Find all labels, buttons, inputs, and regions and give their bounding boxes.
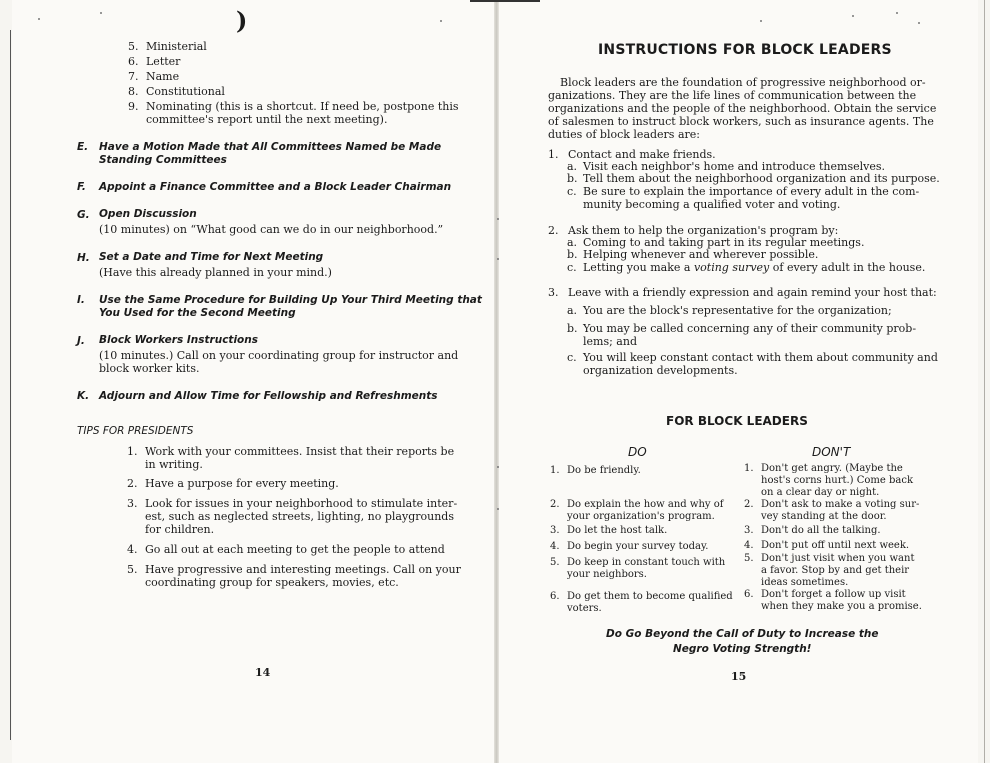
duty-item	[548, 286, 937, 299]
item-number: 8.	[128, 85, 139, 98]
item-number: 3.	[548, 286, 559, 299]
italic-term: voting survey	[693, 261, 770, 274]
section-body: (Have this already planned in your mind.)	[99, 266, 332, 279]
item-text: Tell them about the neighborhood organization and its purpose.	[583, 172, 940, 185]
item-number: 1.	[744, 463, 754, 474]
item-text: Don't ask to make a voting sur-	[761, 499, 920, 510]
scan-speck	[896, 12, 898, 14]
item-text: Don't just visit when you want	[761, 553, 915, 564]
section-heading: You Used for the Second Meeting	[99, 307, 296, 319]
dont-column-title: DON'T	[812, 445, 851, 459]
item-text: your neighbors.	[567, 569, 647, 580]
text-line: ganizations. They are the life lines of communication between the	[548, 89, 917, 102]
item-text: Work with your committees. Insist that their reports be	[145, 445, 455, 458]
item-text: Name	[146, 70, 180, 83]
item-text: Contact and make friends.	[568, 148, 716, 161]
section-k	[77, 390, 438, 403]
item-text: Coming to and taking part in its regular meetings.	[583, 236, 865, 249]
text-line: duties of block leaders are:	[548, 128, 700, 141]
item-text: You are the block's representative for the organization;	[583, 304, 892, 317]
dont-item	[744, 525, 881, 537]
item-number: 6.	[550, 591, 560, 602]
item-text: organization developments.	[583, 364, 738, 377]
item-text: Do get them to become qualified	[567, 591, 733, 602]
section-letter: K.	[77, 390, 90, 402]
bracket-mark: )	[236, 6, 248, 35]
section-j	[77, 334, 459, 375]
section-subtitle: FOR BLOCK LEADERS	[666, 414, 808, 428]
item-number: 1.	[550, 465, 560, 476]
item-text: Helping whenever and wherever possible.	[583, 248, 819, 261]
section-heading: Have a Motion Made that All Committees Named be Made	[99, 141, 442, 153]
item-text: Visit each neighbor's home and introduce themselves.	[583, 160, 885, 173]
item-text: Do explain the how and why of	[567, 499, 724, 510]
scan-speck	[497, 218, 499, 220]
duty-item	[548, 224, 839, 237]
item-text: You may be called concerning any of their community prob-	[583, 322, 917, 335]
item-text: munity becoming a qualified voter and voting.	[583, 198, 841, 211]
sub-item	[567, 261, 926, 274]
list-item	[128, 55, 181, 68]
section-f	[77, 181, 452, 194]
sub-letter: a.	[567, 304, 578, 317]
do-item	[550, 499, 724, 522]
sub-letter: a.	[567, 160, 578, 173]
scan-speck	[440, 20, 442, 22]
item-text: Ask them to help the organization's program by:	[568, 224, 839, 237]
section-body: (10 minutes.) Call on your coordinating group for instructor and	[99, 349, 459, 362]
section-heading: Appoint a Finance Committee and a Block Leader Chairman	[99, 181, 452, 193]
item-text: Don't do all the talking.	[761, 525, 881, 536]
item-number: 1.	[127, 445, 138, 458]
page-number: 15	[731, 670, 747, 683]
sub-letter: b.	[567, 248, 578, 261]
tip-item	[127, 445, 455, 471]
item-text: Letter	[146, 55, 181, 68]
sub-item	[567, 172, 940, 185]
section-letter: E.	[77, 141, 89, 153]
dont-item	[744, 540, 910, 552]
item-text: host's corns hurt.) Come back	[761, 475, 914, 486]
sub-item	[567, 351, 938, 377]
sub-letter: b.	[567, 322, 578, 335]
item-text: Do be friendly.	[567, 465, 641, 476]
tip-item	[127, 543, 445, 556]
item-number: 3.	[127, 497, 138, 510]
item-number: 6.	[744, 589, 754, 600]
item-text: Ministerial	[146, 40, 207, 53]
section-heading: Standing Committees	[99, 154, 227, 166]
section-e	[77, 141, 442, 166]
item-number: 5.	[128, 40, 139, 53]
section-heading: Set a Date and Time for Next Meeting	[99, 251, 324, 263]
section-heading: Block Workers Instructions	[99, 334, 258, 346]
item-text: Have progressive and interesting meetings. Call on your	[145, 563, 461, 576]
intro-paragraph	[548, 76, 937, 141]
closing-line: Negro Voting Strength!	[673, 643, 812, 655]
item-text: Don't forget a follow up visit	[761, 589, 906, 600]
item-number: 4.	[744, 540, 754, 551]
item-text: ideas sometimes.	[761, 577, 849, 588]
list-item	[128, 100, 459, 126]
item-text: Look for issues in your neighborhood to stimulate inter-	[145, 497, 458, 510]
do-item	[550, 557, 726, 580]
page-fold	[494, 0, 499, 763]
item-text: Be sure to explain the importance of every adult in the com-	[583, 185, 920, 198]
closing-line: Do Go Beyond the Call of Duty to Increase the	[606, 628, 879, 640]
item-text: est, such as neglected streets, lighting, no playgrounds	[145, 510, 454, 523]
list-item	[128, 85, 225, 98]
list-item	[128, 40, 207, 53]
item-number: 2.	[744, 499, 754, 510]
left-edge	[10, 30, 11, 740]
item-text: vey standing at the door.	[761, 511, 887, 522]
sub-letter: a.	[567, 236, 578, 249]
section-h	[77, 251, 332, 279]
scan-speck	[497, 258, 499, 260]
tips-title: TIPS FOR PRESIDENTS	[77, 425, 194, 437]
item-number: 3.	[744, 525, 754, 536]
item-text: coordinating group for speakers, movies, etc.	[145, 576, 399, 589]
item-text: Leave with a friendly expression and again remind your host that:	[568, 286, 937, 299]
tip-item	[127, 563, 461, 589]
sub-item	[567, 185, 920, 211]
item-text: your organization's program.	[567, 511, 715, 522]
item-text: in writing.	[145, 458, 203, 471]
sub-letter: c.	[567, 351, 577, 364]
do-item	[550, 465, 641, 477]
section-letter: F.	[77, 181, 86, 193]
section-i	[77, 294, 482, 319]
item-number: 1.	[548, 148, 559, 161]
tip-item	[127, 497, 458, 536]
dont-item	[744, 589, 922, 612]
section-heading: Open Discussion	[99, 208, 197, 220]
section-letter: I.	[77, 294, 85, 306]
scan-speck	[852, 15, 854, 17]
do-item	[550, 525, 668, 537]
scan-speck	[100, 12, 102, 14]
section-g	[77, 208, 444, 236]
section-heading: Use the Same Procedure for Building Up Your Third Meeting that	[99, 294, 482, 306]
item-text: You will keep constant contact with them about community and	[583, 351, 938, 364]
do-column-title: DO	[628, 445, 647, 459]
list-item	[128, 70, 180, 83]
item-number: 4.	[127, 543, 138, 556]
item-number: 4.	[550, 541, 560, 552]
item-number: 5.	[550, 557, 560, 568]
do-item	[550, 591, 733, 614]
sub-letter: c.	[567, 185, 577, 198]
sub-letter: b.	[567, 172, 578, 185]
item-text: Do keep in constant touch with	[567, 557, 726, 568]
section-heading: Adjourn and Allow Time for Fellowship and Refreshments	[99, 390, 438, 402]
section-body: (10 minutes) on “What good can we do in our neighborhood.”	[99, 223, 444, 236]
item-text: Don't put off until next week.	[761, 540, 910, 551]
scan-speck	[497, 508, 499, 510]
item-text: Go all out at each meeting to get the people to attend	[145, 543, 445, 556]
top-mark	[470, 0, 540, 2]
item-number: 7.	[128, 70, 139, 83]
text-line: Block leaders are the foundation of progressive neighborhood or-	[560, 76, 926, 89]
sub-item	[567, 248, 819, 261]
item-text: Have a purpose for every meeting.	[145, 477, 339, 490]
scan-speck	[918, 22, 920, 24]
right-edge	[984, 0, 985, 763]
item-text: Nominating (this is a shortcut. If need be, postpone this	[146, 100, 459, 113]
section-body: block worker kits.	[99, 362, 200, 375]
dont-item	[744, 463, 914, 498]
section-letter: G.	[77, 209, 90, 221]
text-part: Letting you make a	[583, 261, 694, 274]
item-text: when they make you a promise.	[761, 601, 922, 612]
item-text: Don't get angry. (Maybe the	[761, 463, 903, 474]
item-text: committee's report until the next meeting).	[146, 113, 388, 126]
section-letter: J.	[77, 335, 85, 347]
item-number: 5.	[744, 553, 754, 564]
page-title: INSTRUCTIONS FOR BLOCK LEADERS	[598, 42, 892, 58]
section-letter: H.	[77, 252, 90, 264]
item-number: 5.	[127, 563, 138, 576]
do-item	[550, 541, 709, 553]
duty-item	[548, 148, 716, 161]
scan-speck	[38, 18, 40, 20]
item-text: a favor. Stop by and get their	[761, 565, 910, 576]
text-part: of every adult in the house.	[769, 261, 926, 274]
item-text	[583, 261, 925, 274]
item-number: 3.	[550, 525, 560, 536]
item-number: 6.	[128, 55, 139, 68]
item-number: 2.	[127, 477, 138, 490]
dont-item	[744, 499, 920, 522]
scan-speck	[497, 466, 499, 468]
item-text: for children.	[145, 523, 215, 536]
item-number: 2.	[550, 499, 560, 510]
tip-item	[127, 477, 339, 490]
page-number: 14	[255, 666, 271, 679]
item-text: Do let the host talk.	[567, 525, 668, 536]
item-text: lems; and	[583, 335, 637, 348]
dont-item	[744, 553, 915, 588]
text-line: of salesmen to instruct block workers, such as insurance agents. The	[548, 115, 934, 128]
sub-letter: c.	[567, 261, 577, 274]
item-text: on a clear day or night.	[761, 487, 880, 498]
sub-item	[567, 304, 892, 317]
scan-speck	[760, 20, 762, 22]
item-number: 9.	[128, 100, 139, 113]
item-number: 2.	[548, 224, 559, 237]
item-text: Constitutional	[146, 85, 225, 98]
sub-item	[567, 322, 917, 348]
item-text: voters.	[567, 603, 602, 614]
item-text: Do begin your survey today.	[567, 541, 709, 552]
text-line: organizations and the people of the neighborhood. Obtain the service	[548, 102, 937, 115]
